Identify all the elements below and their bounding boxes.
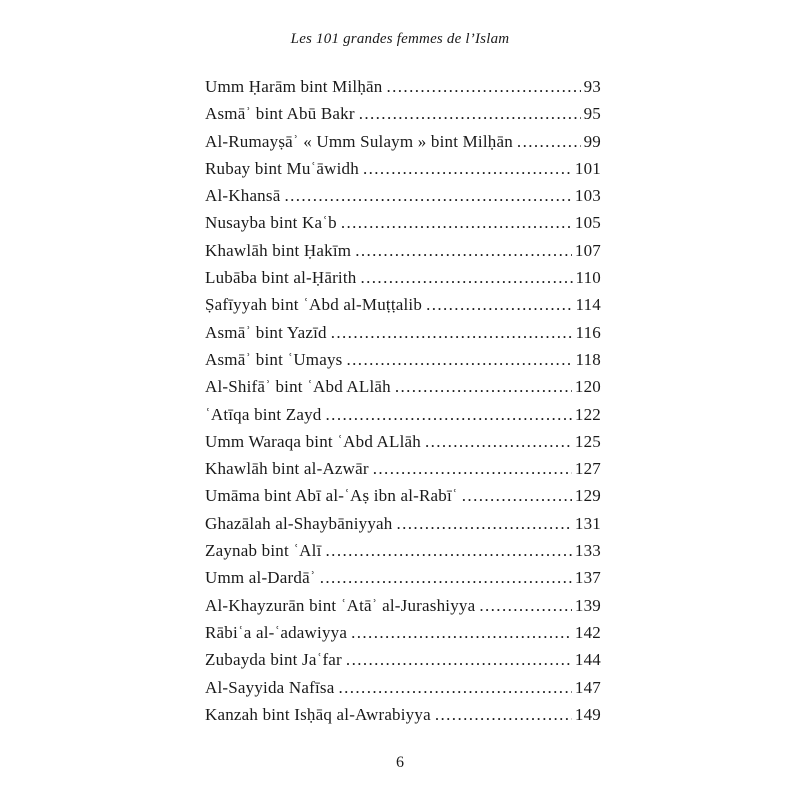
toc-entry (205, 401, 601, 428)
toc-entry (205, 646, 601, 673)
toc-entry-page: 107 (572, 237, 601, 264)
running-header: Les 101 grandes femmes de l’Islam (290, 31, 510, 47)
toc-leader-dots (395, 377, 601, 396)
toc-entry-title: Asmāʾ bint ʿUmays (205, 349, 343, 369)
toc-entry-title: Al-Shifāʾ bint ʿAbd ALlāh (205, 377, 391, 397)
toc-entry-page: 116 (573, 319, 601, 346)
toc-entry-title: Asmāʾ bint Yazīd (205, 322, 327, 342)
toc-entry (205, 564, 601, 591)
toc-leader-dots (320, 568, 601, 587)
toc-entry-title: Al-Rumayṣāʾ « Umm Sulaym » bint Milḥān (205, 131, 513, 151)
toc-entry (205, 100, 601, 127)
toc-entry-title: Al-Khansā (205, 186, 281, 206)
toc-entry-title: ʿAtīqa bint Zayd (205, 404, 322, 424)
toc-entry-page: 137 (572, 564, 601, 591)
toc-list (205, 73, 601, 728)
toc-entry-title: Lubāba bint al-Ḥārith (205, 268, 357, 288)
page-number: 6 (396, 754, 404, 771)
toc-entry (205, 73, 601, 100)
toc-entry-page: 101 (572, 155, 601, 182)
toc-entry (205, 264, 601, 291)
toc-entry-page: 133 (572, 537, 601, 564)
toc-entry (205, 455, 601, 482)
toc-entry-page: 105 (572, 209, 601, 236)
toc-entry-title: Umāma bint Abī al-ʿAṣ ibn al-Rabīʿ (205, 486, 458, 506)
toc-entry (205, 592, 601, 619)
toc-leader-dots (326, 541, 601, 560)
toc-entry-page: 142 (572, 619, 601, 646)
toc-entry (205, 674, 601, 701)
toc-leader-dots (355, 241, 601, 260)
toc-leader-dots (331, 323, 601, 342)
toc-leader-dots (359, 104, 601, 123)
toc-entry-title: Umm Waraqa bint ʿAbd ALlāh (205, 431, 421, 451)
toc-entry-page: 120 (572, 373, 601, 400)
toc-entry-title: Khawlāh bint Ḥakīm (205, 240, 352, 260)
toc-leader-dots (373, 459, 601, 478)
toc-entry-title: Ṣafīyyah bint ʿAbd al-Muṭṭalib (205, 295, 423, 315)
toc-entry (205, 128, 601, 155)
toc-entry-page: 114 (573, 291, 601, 318)
toc-entry-title: Zaynab bint ʿAlī (205, 541, 322, 561)
toc-entry-title: Umm Ḥarām bint Milḥān (205, 77, 383, 96)
toc-entry-title: Zubayda bint Jaʿfar (205, 650, 342, 670)
toc-entry-page: 129 (572, 482, 601, 509)
toc-leader-dots (347, 350, 602, 369)
toc-leader-dots (351, 623, 601, 642)
toc-entry (205, 619, 601, 646)
toc-entry (205, 373, 601, 400)
toc-entry (205, 510, 601, 537)
toc-entry (205, 482, 601, 509)
toc-leader-dots (346, 650, 601, 669)
toc-entry-title: Umm al-Dardāʾ (205, 568, 316, 588)
toc-entry (205, 701, 601, 728)
toc-entry (205, 155, 601, 182)
toc-entry-page: 118 (573, 346, 601, 373)
toc-entry (205, 182, 601, 209)
toc-leader-dots (284, 186, 601, 205)
toc-entry-page: 110 (573, 264, 601, 291)
toc-entry (205, 428, 601, 455)
toc-entry-title: Al-Sayyida Nafīsa (205, 677, 335, 697)
toc-entry-page: 139 (572, 592, 601, 619)
toc-entry-page: 149 (572, 701, 601, 728)
toc-entry (205, 346, 601, 373)
toc-entry-title: Nusayba bint Kaʿb (205, 213, 337, 233)
toc-entry-page: 147 (572, 674, 601, 701)
toc-entry-title: Al-Khayzurān bint ʿAtāʾ al-Jurashiyya (205, 595, 476, 615)
toc-entry-page: 127 (572, 455, 601, 482)
toc-entry-title: Rubay bint Muʿāwidh (205, 158, 359, 178)
toc-entry-page: 125 (572, 428, 601, 455)
toc-entry-page: 99 (581, 128, 601, 155)
toc-leader-dots (396, 514, 601, 533)
toc-entry (205, 319, 601, 346)
toc-entry-page: 144 (572, 646, 601, 673)
toc-entry-title: Kanzah bint Isḥāq al-Awrabiyya (205, 704, 431, 724)
toc-leader-dots (338, 678, 601, 697)
toc-entry-page: 93 (581, 73, 601, 100)
toc-leader-dots (363, 159, 601, 178)
toc-entry (205, 209, 601, 236)
toc-entry-page: 131 (572, 510, 601, 537)
toc-entry (205, 237, 601, 264)
toc-entry (205, 537, 601, 564)
toc-leader-dots (360, 268, 601, 287)
toc-entry-page: 122 (572, 401, 601, 428)
toc-entry-title: Khawlāh bint al-Azwār (205, 459, 369, 479)
toc-entry-page: 95 (581, 100, 601, 127)
toc-entry-page: 103 (572, 182, 601, 209)
toc-leader-dots (386, 77, 601, 96)
toc-entry (205, 291, 601, 318)
toc-entry-title: Asmāʾ bint Abū Bakr (205, 104, 355, 124)
toc-leader-dots (326, 405, 601, 424)
toc-leader-dots (341, 213, 601, 232)
toc-entry-title: Rābiʿa al-ʿadawiyya (205, 622, 348, 642)
toc-entry-title: Ghazālah al-Shaybāniyyah (205, 513, 393, 533)
